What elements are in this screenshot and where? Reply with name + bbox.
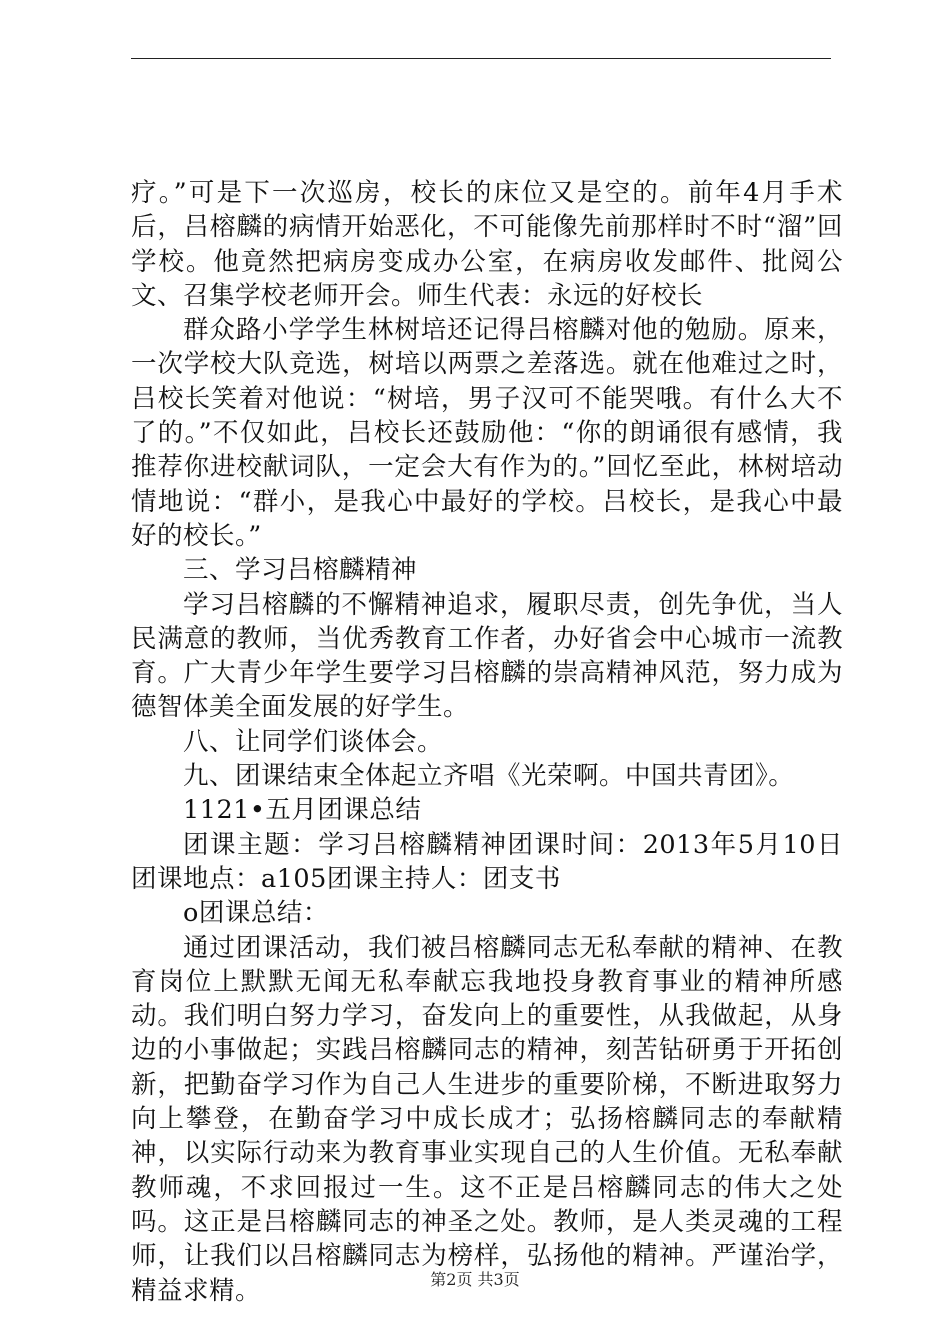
- header-rule: [131, 58, 831, 59]
- paragraph-4: 学习吕榕麟的不懈精神追求，履职尽责，创先争优，当人民满意的教师，当优秀教育工作者，办好省会中心城市一流教育。广大青少年学生要学习吕榕麟的崇高精神风范，努力成为德智体美全面发展的好学生。: [131, 589, 843, 723]
- list-item-9: 九、团课结束全体起立齐唱《光荣啊。中国共青团》。: [183, 761, 795, 792]
- section-title-summary: 1121•五月团课总结: [183, 795, 422, 826]
- document-body: [131, 176, 843, 1308]
- list-item-8: 八、让同学们谈体会。: [183, 726, 444, 757]
- section-heading-3: 三、学习吕榕麟精神: [183, 555, 418, 586]
- summary-heading: o团课总结：: [183, 898, 329, 929]
- paragraph-1: 疗。”可是下一次巡房，校长的床位又是空的。前年4月手术后，吕榕麟的病情开始恶化，不可能像先前那样时不时“溜”回学校。他竟然把病房变成办公室，在病房收发邮件、批阅公文、召集学校老师开会。师生代表：永远的好校长: [131, 178, 843, 311]
- summary-paragraph: 通过团课活动，我们被吕榕麟同志无私奉献的精神、在教育岗位上默默无闻无私奉献忘我地投身教育事业的精神所感动。我们明白努力学习，奋发向上的重要性，从我做起，从身边的小事做起；实践吕榕麟同志的精神，刻苦钻研勇于开拓创新，把勤奋学习作为自己人生进步的重要阶梯，不断进取努力向上攀登，在勤奋学习中成长成才；弘扬榕麟同志的奉献精神，以实际行动来为教育事业实现自己的人生价值。无私奉献教师魂，不求回报过一生。这不正是吕榕麟同志的伟大之处吗。这正是吕榕麟同志的神圣之处。教师，是人类灵魂的工程师，让我们以吕榕麟同志为榜样，弘扬他的精神。严谨治学，精益求精。: [131, 932, 843, 1306]
- lesson-info: 团课主题：学习吕榕麟精神团课时间：2013年5月10日团课地点：a105团课主持人：团支书: [131, 829, 843, 894]
- page-number: 第2页 共3页: [430, 1270, 520, 1289]
- paragraph-2: 群众路小学学生林树培还记得吕榕麟对他的勉励。原来，一次学校大队竞选，树培以两票之差落选。就在他难过之时，吕校长笑着对他说：“树培，男子汉可不能哭哦。有什么大不了的。”不仅如此，吕校长还鼓励他：“你的朗诵很有感情，我推荐你进校献词队，一定会大有作为的。”回忆至此，林树培动情地说：“群小，是我心中最好的学校。吕校长，是我心中最好的校长。”: [131, 315, 843, 551]
